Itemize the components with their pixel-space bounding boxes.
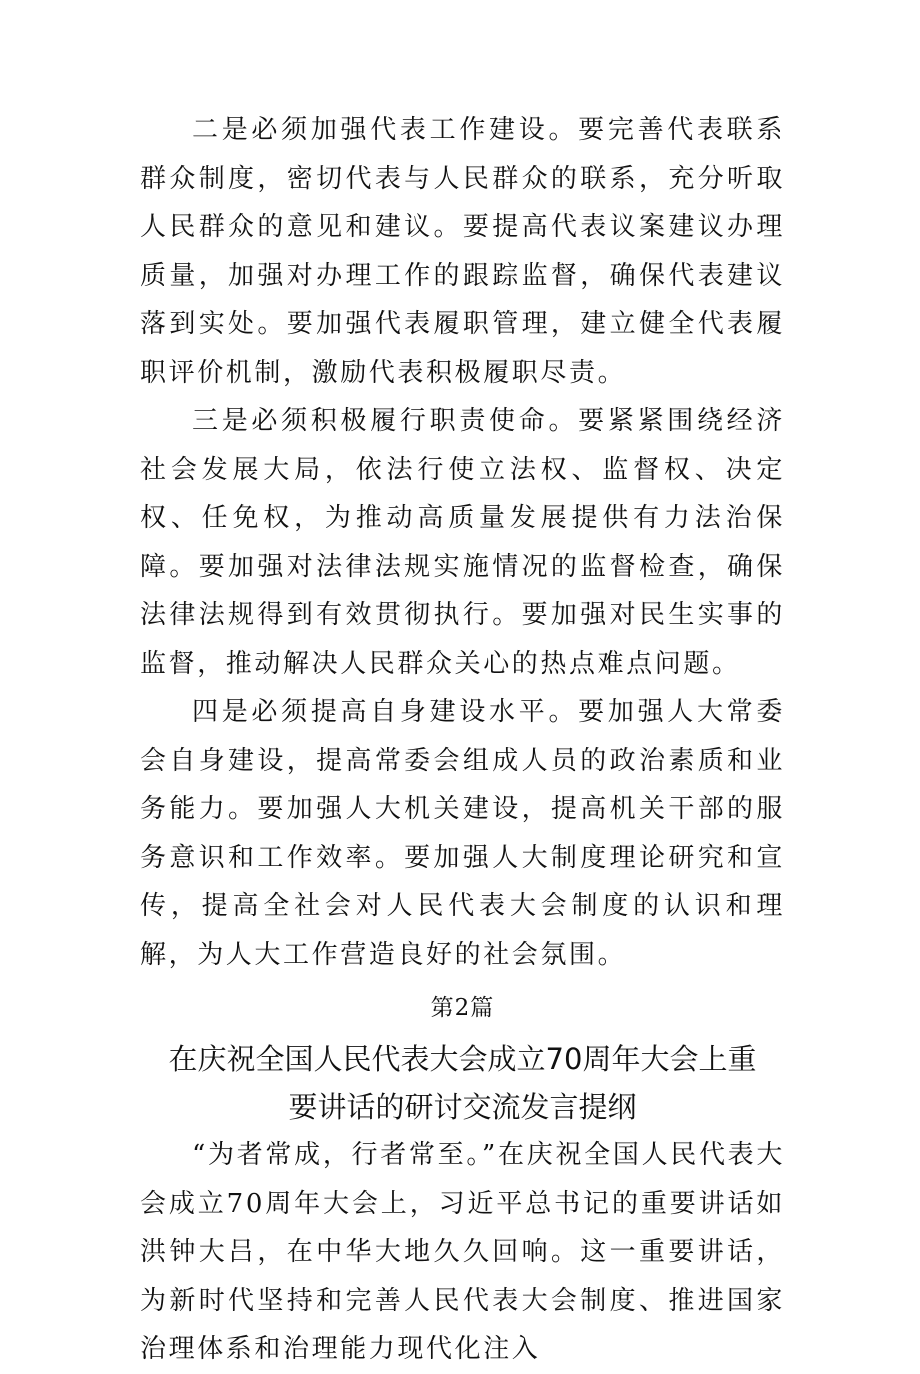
paragraph-3: 三是必须积极履行职责使命。要紧紧围绕经济社会发展大局，依法行使立法权、监督权、决定权、任免权，为推动高质量发展提供有力法治保障。要加强对法律法规实施情况的监督检查，确保法律法规得到有效贯彻执行。要加强对民生实事的监督，推动解决人民群众关心的热点难点问题。 [140,406,785,679]
document-title-line-2: 要讲话的研讨交流发言提纲 [288,1090,637,1124]
paragraph-intro: “为者常成，行者常至。”在庆祝全国人民代表大会成立70周年大会上，习近平总书记的重要讲话如洪钟大吕，在中华大地久久回响。这一重要讲话，为新时代坚持和完善人民代表大会制度、推进国家治理体系和治理能力现代化注入 [140,1140,785,1364]
document-page [140,106,785,1374]
paragraph-2: 二是必须加强代表工作建设。要完善代表联系群众制度，密切代表与人民群众的联系，充分听取人民群众的意见和建议。要提高代表议案建议办理质量，加强对办理工作的跟踪监督，确保代表建议落到实处。要加强代表履职管理，建立健全代表履职评价机制，激励代表积极履职尽责。 [140,115,785,388]
paragraph-4: 四是必须提高自身建设水平。要加强人大常委会自身建设，提高常委会组成人员的政治素质和业务能力。要加强人大机关建设，提高机关干部的服务意识和工作效率。要加强人大制度理论研究和宣传，提高全社会对人民代表大会制度的认识和理解，为人大工作营造良好的社会氛围。 [140,697,785,970]
document-title-line-1: 在庆祝全国人民代表大会成立70周年大会上重 [168,1042,757,1076]
section-label: 第2篇 [430,995,495,1021]
